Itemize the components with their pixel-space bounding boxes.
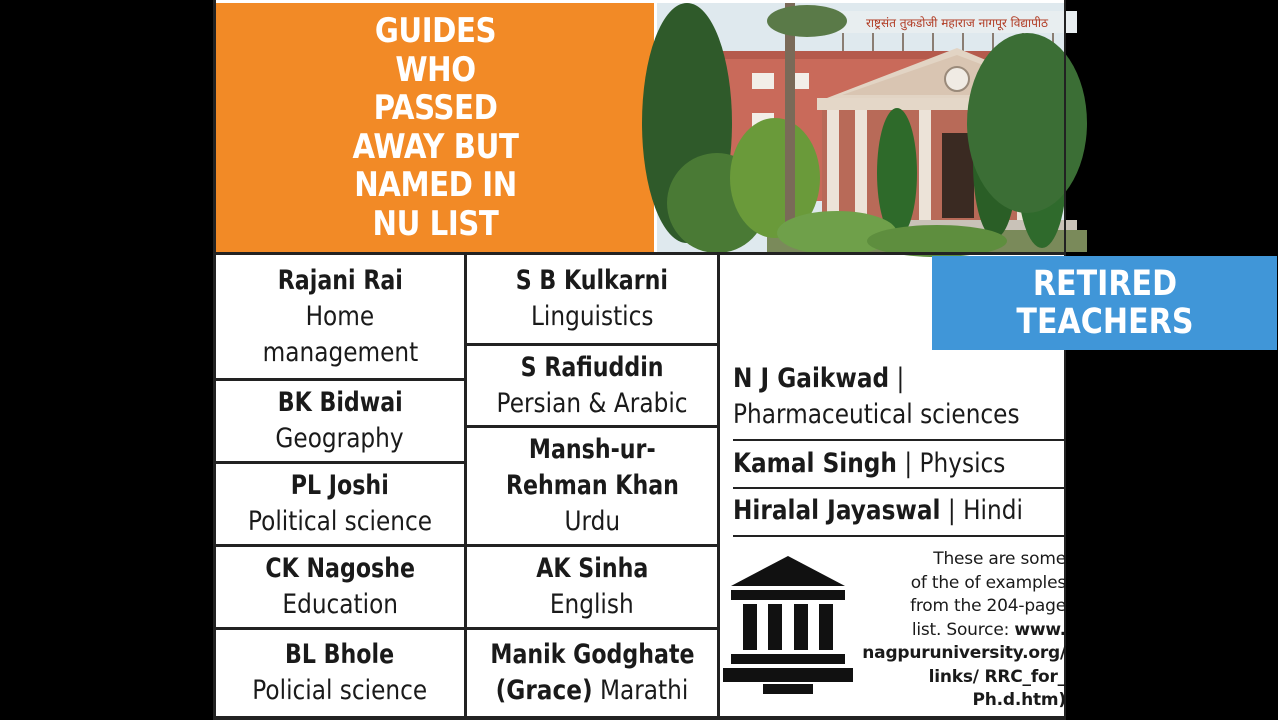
guide-subject: Policial science [252,675,428,706]
note-line [856,619,1066,643]
retired-title-line: RETIRED [1032,264,1177,304]
title-line: GUIDES [374,11,496,51]
divider [717,252,720,720]
retired-name: N J Gaikwad [733,363,890,394]
title-line: AWAY BUT [352,126,518,167]
retired-subject: Pharmaceutical sciences [733,399,1020,430]
title-panel [216,3,654,252]
retired-subject: Hindi [963,495,1023,526]
guide-subject: English [550,589,634,620]
title-line: NU LIST [372,203,498,244]
source-link[interactable]: www. [1014,619,1066,640]
note-line: from the 204-page [910,596,1066,616]
infographic-frame [213,0,1194,720]
note-line: These are some [933,549,1066,569]
guide-name: BK Bidwai [277,387,403,418]
guide-entry [216,464,464,544]
guide-name: AK Sinha [535,553,649,584]
retired-name: Kamal Singh [733,448,897,479]
separator: | [896,448,920,479]
separator: | [889,363,905,394]
retired-title [1016,265,1193,341]
retired-teacher [733,361,904,397]
guide-name: PL Joshi [290,470,390,501]
retired-teachers-header [932,256,1277,350]
divider [733,535,1064,537]
university-building-icon [723,556,853,694]
sign-text: राष्ट्रसंत तुकडोजी महाराज नागपूर विद्यापीठ [866,16,1048,30]
guide-name: Manik Godghate [489,639,695,670]
source-link[interactable]: nagpuruniversity.org/ [862,643,1066,663]
retired-teacher [733,446,1005,482]
title-line: WHO [394,49,476,90]
guide-name: CK Nagoshe [265,553,415,584]
retired-subject: Physics [919,448,1006,479]
guide-subject: Urdu [564,506,620,537]
divider [733,439,1064,441]
guide-entry [216,547,464,627]
separator: | [940,495,964,526]
guide-subject: Linguistics [530,301,654,332]
retired-name: Hiralal Jayaswal [733,495,941,526]
source-link[interactable]: Ph.d.htm) [972,690,1066,710]
guide-entry [216,381,464,461]
panel-title [352,12,518,243]
guide-subject-line [496,673,689,709]
title-line: PASSED [373,88,497,128]
note-text: list. Source: [911,619,1015,640]
university-building-photo [657,3,1064,252]
guide-entry [467,547,717,627]
guide-name: Rehman Khan [505,470,679,501]
guide-name: S B Kulkarni [515,265,669,296]
title-line: NAMED IN [353,165,517,205]
guide-entry [467,630,717,716]
guide-entry [216,630,464,716]
source-link[interactable]: links/ RRC_for_ [928,666,1066,687]
guide-subject: Marathi [599,675,689,706]
note-line: of the of examples [910,572,1066,593]
guide-subject: Home [305,300,375,332]
source-note [856,548,1066,713]
divider [733,487,1064,489]
guide-name: Mansh-ur- [528,434,656,465]
guide-subject: Political science [247,506,433,537]
guide-entry [467,428,717,544]
guide-entry [467,255,717,343]
guide-name: Rajani Rai [277,264,403,296]
guide-entry [467,346,717,425]
guide-name: S Rafiuddin [520,351,664,383]
retired-teacher-subject-line [733,397,1020,433]
guide-subject: Education [282,589,398,620]
guide-entry [216,255,464,378]
guide-name: BL Bhole [285,639,395,670]
divider [213,716,1066,720]
retired-teacher [733,493,1023,529]
retired-title-line: TEACHERS [1015,302,1194,342]
guide-name-suffix: (Grace) [495,675,593,706]
guide-subject: Geography [275,423,405,454]
guide-subject: management [262,336,418,368]
guide-subject: Persian & Arabic [496,387,688,419]
building-photo-illustration [657,3,1064,252]
